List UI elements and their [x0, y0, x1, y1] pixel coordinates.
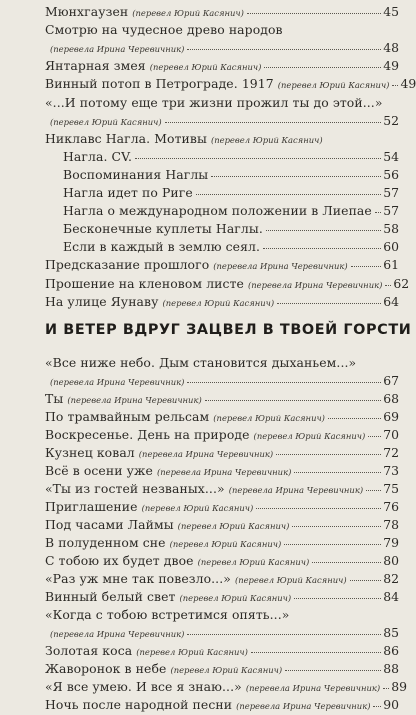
entry-title: «Раз уж мне так повезло...» [45, 571, 231, 586]
dot-leader [196, 194, 381, 195]
dot-leader [256, 508, 381, 509]
entry-title: Золотая коса [45, 643, 133, 658]
toc-entry [0, 697, 411, 715]
entry-title: Приглашение [45, 499, 138, 514]
toc-entry [0, 4, 411, 22]
page-number: 58 [383, 221, 399, 237]
entry-translator: (перевела Ирина Черевичник) [138, 449, 274, 459]
entry-translator: (перевел Юрий Касянич) [213, 413, 325, 423]
toc-entry [0, 463, 411, 481]
page-number: 82 [383, 571, 399, 586]
section-heading: И ВЕТЕР ВДРУГ ЗАЦВЕЛ В ТВОЕЙ ГОРСТИ [45, 322, 412, 338]
entry-title: Если в каждый в землю сеял. [63, 239, 261, 255]
toc-entry [0, 355, 411, 373]
entry-translator: (перевела Ирина Черевичник) [236, 701, 371, 711]
entry-title: Ты [45, 391, 64, 406]
dot-leader [187, 382, 381, 383]
dot-leader [187, 49, 381, 50]
page-number: 73 [383, 463, 399, 478]
entry-translator: (перевела Ирина Черевичник) [67, 395, 202, 405]
page-number: 64 [383, 293, 399, 309]
entry-translator: (перевел Юрий Касянич) [177, 521, 290, 531]
entry-translator: (перевел Юрий Касянич) [50, 116, 162, 127]
toc-entry [0, 239, 411, 257]
entry-title: Бесконечные куплеты Наглы. [63, 221, 263, 237]
entry-translator: (перевела Ирина Черевичник) [50, 44, 185, 55]
entry-translator: (перевела Ирина Черевичник) [245, 683, 381, 693]
toc-entry [0, 661, 411, 679]
entry-translator: (перевела Ирина Черевичник) [50, 629, 185, 639]
page-number: 69 [383, 409, 399, 424]
page-number: 68 [383, 391, 399, 406]
page-number: 60 [383, 239, 399, 255]
toc-entry [0, 203, 411, 221]
entry-title: Мюнхгаузен [45, 4, 129, 19]
toc-entry [0, 391, 411, 409]
dot-leader [385, 285, 391, 286]
entry-title: На улице Яунаву [45, 293, 159, 309]
entry-translator: (перевел Юрий Касянич) [210, 134, 323, 145]
entry-title: По трамвайным рельсам [45, 409, 210, 424]
page-number: 57 [383, 203, 399, 219]
entry-title: В полуденном сне [45, 535, 166, 550]
dot-leader [135, 158, 381, 159]
dot-leader [211, 176, 381, 177]
page-number: 70 [383, 427, 399, 442]
entry-translator: (перевел Юрий Касянич) [234, 575, 347, 585]
toc-entry [0, 40, 411, 58]
page-number: 57 [383, 185, 399, 200]
toc-entry [0, 131, 411, 149]
dot-leader [292, 526, 381, 527]
page-number: 49 [383, 58, 399, 74]
dot-leader [277, 303, 381, 304]
dot-leader [284, 544, 381, 545]
dot-leader [187, 634, 381, 635]
page-number: 72 [383, 445, 399, 460]
entry-title: Никлавс Нагла. Мотивы [45, 130, 207, 146]
toc-entry [0, 445, 411, 463]
entry-title: «Когда с тобою встретимся опять...» [45, 607, 290, 622]
toc-entry [0, 427, 411, 445]
page-number: 49 [400, 76, 416, 92]
entry-translator: (перевела Ирина Черевичник) [50, 377, 185, 387]
entry-title: Нагла о международном положении в Лиепае [63, 203, 372, 219]
page-number: 84 [383, 589, 399, 604]
toc-entry [0, 589, 411, 607]
dot-leader [383, 688, 389, 689]
page-number: 52 [383, 112, 399, 128]
toc-entry [0, 679, 411, 697]
dot-leader [247, 13, 381, 14]
entry-translator: (перевела Ирина Черевичник) [213, 261, 348, 272]
toc-entry [0, 553, 411, 571]
page-number: 85 [383, 625, 399, 640]
toc-entry [0, 517, 411, 535]
entry-translator: (перевела Ирина Черевичник) [156, 467, 292, 477]
entry-title: Винный белый свет [45, 589, 176, 604]
toc-entry [0, 95, 411, 113]
page-number: 45 [383, 4, 399, 19]
entry-title: Предсказание прошлого [45, 257, 210, 273]
toc-entry [0, 499, 411, 517]
page-number: 79 [383, 535, 399, 550]
entry-title: Винный потоп в Петрограде. 1917 [45, 76, 274, 92]
entry-title: Янтарная змея [45, 58, 146, 74]
dot-leader [312, 562, 381, 563]
toc-entry [0, 535, 411, 553]
dot-leader [366, 490, 381, 491]
page-number: 78 [383, 517, 399, 532]
dot-leader [350, 580, 382, 581]
page-number: 80 [383, 553, 399, 568]
toc-entry [0, 625, 411, 643]
page-number: 61 [383, 257, 399, 273]
toc-entry [0, 22, 411, 40]
toc-entry [0, 294, 411, 312]
entry-title: «Все ниже небо. Дым становится дыханьем...» [45, 355, 357, 370]
page-number: 76 [383, 499, 399, 514]
page-number: 48 [383, 40, 399, 56]
dot-leader [351, 266, 382, 267]
page-number: 90 [383, 697, 399, 712]
entry-translator: (перевел Юрий Касянич) [197, 557, 310, 567]
entry-title: «Ты из гостей незваных...» [45, 481, 225, 496]
entry-title: Прошение на кленовом листе [45, 275, 244, 291]
dot-leader [264, 67, 381, 68]
entry-title: Смотрю на чудесное древо народов [45, 22, 283, 38]
dot-leader [392, 85, 398, 86]
toc-entry [0, 149, 411, 167]
toc-entry [0, 221, 411, 239]
entry-translator: (перевел Юрий Касянич) [169, 539, 282, 549]
page-number: 89 [391, 679, 407, 694]
dot-leader [285, 670, 381, 671]
entry-translator: (перевел Юрий Касянич) [179, 593, 292, 603]
dot-leader [328, 418, 381, 419]
toc-entry [0, 409, 411, 427]
toc-entry [0, 607, 411, 625]
dot-leader [368, 436, 381, 437]
page-number: 86 [383, 643, 399, 658]
toc-entry [0, 185, 411, 203]
dot-leader [373, 706, 381, 707]
page-number: 88 [383, 661, 399, 676]
page-number: 62 [393, 275, 410, 291]
entry-title: Воскресенье. День на природе [45, 427, 250, 442]
entry-title: С тобою их будет двое [45, 553, 194, 568]
toc-entry [0, 113, 411, 131]
dot-leader [263, 248, 381, 249]
entry-title: Жаворонок в небе [45, 661, 167, 676]
entry-translator: (перевела Ирина Черевичник) [247, 279, 383, 290]
toc-entry [0, 481, 411, 499]
entry-title: Всё в осени уже [45, 463, 153, 478]
toc-entry [0, 373, 411, 391]
dot-leader [251, 652, 381, 653]
toc-entry [0, 167, 411, 185]
entry-translator: (перевел Юрий Касянич) [149, 62, 262, 73]
toc-entry [0, 276, 411, 294]
entry-translator: (перевел Юрий Касянич) [162, 297, 275, 308]
toc-entry [0, 643, 411, 661]
entry-translator: (перевел Юрий Касянич) [170, 665, 283, 675]
entry-title: Ночь после народной песни [45, 697, 233, 712]
entry-title: Под часами Лаймы [45, 517, 174, 532]
dot-leader [294, 472, 381, 473]
entry-translator: (перевел Юрий Касянич) [136, 647, 248, 657]
entry-title: Кузнец ковал [45, 445, 135, 460]
entry-title: Нагла идет по Риге [63, 185, 193, 200]
page-number: 75 [383, 481, 399, 496]
entry-title: «Я все умею. И все я знаю...» [45, 679, 242, 694]
page-number: 56 [383, 166, 399, 182]
toc-entry [0, 76, 416, 94]
entry-translator: (перевел Юрий Касянич) [253, 431, 366, 441]
dot-leader [375, 212, 381, 213]
dot-leader [266, 230, 381, 231]
dot-leader [205, 400, 382, 401]
entry-translator: (перевел Юрий Касянич) [132, 8, 244, 18]
entry-title: Нагла. CV. [63, 148, 133, 164]
toc-entry [0, 58, 411, 76]
page-number: 67 [383, 373, 399, 388]
toc-entry [0, 571, 411, 589]
dot-leader [294, 598, 381, 599]
page-number: 54 [383, 148, 399, 164]
entry-translator: (перевел Юрий Касянич) [277, 80, 390, 91]
toc-entry [0, 257, 411, 275]
entry-translator: (перевела Ирина Черевичник) [228, 485, 364, 495]
entry-translator: (перевел Юрий Касянич) [141, 503, 254, 513]
entry-title: Воспоминания Наглы [63, 166, 209, 182]
dot-leader [165, 122, 382, 123]
dot-leader [276, 454, 381, 455]
entry-title: «...И потому еще три жизни прожил ты до этой...» [45, 94, 383, 110]
